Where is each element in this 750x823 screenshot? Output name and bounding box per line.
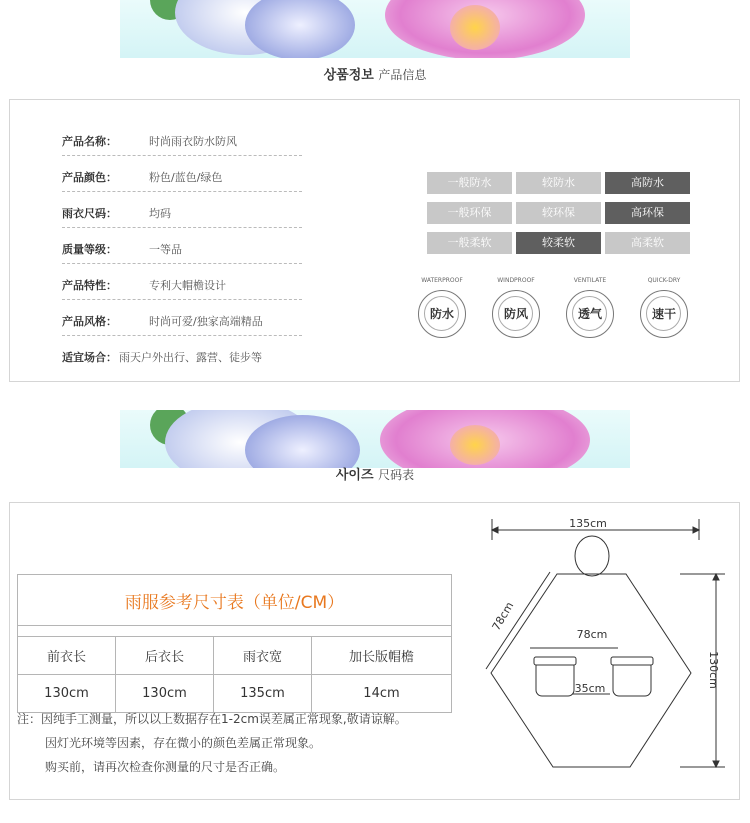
rating-cell: 一般防水 [427, 172, 512, 194]
dim-side: 78cm [489, 599, 517, 633]
note-line-2: 因灯光环境等因素，存在微小的颜色差属正常现象。 [45, 736, 322, 750]
rating-cell: 一般柔软 [427, 232, 512, 254]
product-info-key: 雨衣尺码： [62, 207, 117, 220]
product-info-value: 雨天户外出行、露营、徒步等 [119, 351, 262, 364]
windproof-badge-icon [492, 277, 540, 338]
product-info-value: 均码 [149, 207, 171, 220]
raincoat-diagram [470, 510, 730, 785]
product-info-value: 一等品 [149, 243, 182, 256]
badge-label: 防风 [503, 307, 528, 321]
size-table [17, 574, 452, 713]
size-value: 14cm [311, 675, 451, 713]
product-info-key: 产品颜色： [62, 171, 117, 184]
rating-cell: 一般环保 [427, 202, 512, 224]
badge-arc-text: VENTILATE [573, 277, 607, 284]
product-info-value: 专利大帽檐设计 [149, 279, 226, 292]
rating-cell: 较环保 [516, 202, 601, 224]
rating-cell: 高柔软 [605, 232, 690, 254]
rating-cell: 较柔软 [516, 232, 601, 254]
size-value: 130cm [115, 675, 213, 713]
product-info-value: 时尚雨衣防水防风 [149, 135, 237, 148]
section-title-product-info: 상품정보 产品信息 [323, 68, 427, 83]
badge-arc-text: QUICK-DRY [647, 277, 681, 284]
size-table-value-row [18, 675, 452, 713]
product-info-key: 质量等级： [62, 243, 117, 256]
rating-cell: 较防水 [516, 172, 601, 194]
size-table-title: 雨服参考尺寸表（单位/CM） [18, 575, 452, 626]
product-info-key: 产品特性： [62, 279, 117, 292]
dim-height: 130cm [707, 651, 720, 689]
quick-dry-badge-icon [640, 277, 688, 338]
section-title-size: 사이즈 尺码表 [335, 468, 415, 483]
size-value: 130cm [18, 675, 116, 713]
badge-label: 透气 [577, 307, 602, 321]
floral-banner-middle [0, 410, 750, 468]
badge-arc-text: WINDPROOF [497, 277, 535, 284]
dim-pocket-span: 78cm [576, 628, 608, 641]
size-header: 加长版帽檐 [311, 637, 451, 675]
size-table-header-row [18, 637, 452, 675]
size-header: 雨衣宽 [213, 637, 311, 675]
waterproof-badge-icon [418, 277, 466, 338]
note-line-3: 购买前，请再次检查你测量的尺寸是否正确。 [45, 760, 286, 774]
dim-width-top: 135cm [569, 517, 607, 530]
note-line-1: 注：因纯手工测量，所以以上数据存在1-2cm误差属正常现象,敬请谅解。 [17, 712, 407, 726]
badge-label: 速干 [651, 307, 676, 321]
size-header: 后衣长 [115, 637, 213, 675]
size-value: 135cm [213, 675, 311, 713]
product-info-key: 产品名称： [62, 135, 117, 148]
product-info-key: 产品风格： [62, 315, 117, 328]
badge-arc-text: WATERPROOF [421, 277, 463, 284]
dim-pocket-gap: 35cm [574, 682, 606, 695]
product-info-value: 时尚可爱/独家高端精品 [149, 315, 263, 328]
size-header: 前衣长 [18, 637, 116, 675]
rating-cell: 高防水 [605, 172, 690, 194]
product-info-value: 粉色/蓝色/绿色 [149, 171, 223, 184]
badge-label: 防水 [429, 307, 454, 321]
rating-cell: 高环保 [605, 202, 690, 224]
ventilate-badge-icon [566, 277, 614, 338]
product-info-key: 适宜场合： [62, 351, 117, 364]
floral-banner-top [0, 0, 750, 58]
